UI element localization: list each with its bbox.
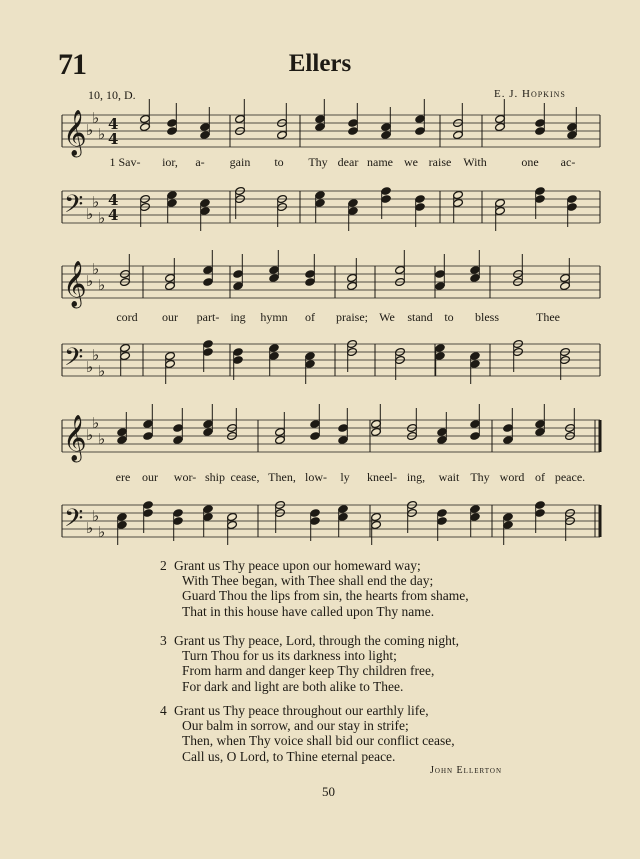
quarter-note <box>415 126 426 135</box>
lyric-syllable: ly <box>340 470 350 484</box>
lyric-syllable: ior, <box>162 155 178 169</box>
quarter-note <box>173 423 184 432</box>
lyric-syllable: Thy <box>470 470 490 484</box>
quarter-note <box>269 343 280 352</box>
lyric-syllable: With <box>463 155 487 169</box>
quarter-note <box>437 516 448 525</box>
quarter-note <box>167 190 178 199</box>
treble-clef: 𝄞 <box>63 110 87 156</box>
quarter-note <box>348 118 359 127</box>
half-note <box>453 130 464 139</box>
flat-sign: ♭ <box>98 523 106 541</box>
half-note <box>235 114 246 123</box>
page-number: 50 <box>322 784 335 799</box>
quarter-note <box>203 512 214 521</box>
quarter-note <box>470 273 481 282</box>
half-note <box>165 351 176 360</box>
half-note <box>371 427 382 436</box>
lyric-syllable: ere <box>115 470 131 484</box>
quarter-note <box>233 347 244 356</box>
quarter-note <box>315 122 326 131</box>
lyric-syllable: ing <box>230 310 246 324</box>
verse-line: Our balm in sorrow, and our stay in strife; <box>182 718 409 734</box>
flat-sign: ♭ <box>92 193 100 211</box>
verse-line: That in this house have called upon Thy name. <box>182 603 435 619</box>
flat-sign: ♭ <box>92 346 100 364</box>
verse-4 <box>160 703 528 764</box>
quarter-note <box>203 265 214 274</box>
quarter-note <box>535 118 546 127</box>
quarter-note <box>348 198 359 207</box>
quarter-note <box>233 269 244 278</box>
quarter-note <box>269 265 280 274</box>
quarter-note <box>503 435 514 444</box>
quarter-note <box>200 130 211 139</box>
quarter-note <box>415 202 426 211</box>
quarter-note <box>143 419 154 428</box>
lyric-syllable: Thee <box>536 310 560 324</box>
lyric-syllable: ing, <box>406 470 426 484</box>
bass-clef: 𝄢 <box>64 190 84 225</box>
lyric-syllable: Thy <box>308 155 328 169</box>
quarter-note <box>567 122 578 131</box>
lyric-syllable: kneel- <box>367 470 397 484</box>
quarter-note <box>348 206 359 215</box>
quarter-note <box>117 435 128 444</box>
lyric-syllable: we <box>404 155 418 169</box>
lyric-syllable: of <box>305 310 315 324</box>
verse-line: Guard Thou the lips from sin, the hearts from shame, <box>182 588 469 604</box>
quarter-note <box>567 202 578 211</box>
half-note <box>395 265 406 274</box>
half-note <box>275 435 286 444</box>
quarter-note <box>535 427 546 436</box>
verse-line: For dark and light are both alike to Thee. <box>182 678 404 694</box>
quarter-note <box>470 351 481 360</box>
half-note <box>227 512 238 521</box>
meter-label: 10, 10, D. <box>88 88 136 102</box>
verse-number: 4 <box>160 703 167 718</box>
quarter-note <box>315 114 326 123</box>
quarter-note <box>143 508 154 517</box>
flat-sign: ♭ <box>92 507 100 525</box>
half-note <box>165 359 176 368</box>
verse-line: From harm and danger keep Thy children free, <box>182 663 435 679</box>
quarter-note <box>535 194 546 203</box>
lyric-syllable: dear <box>337 155 359 169</box>
verse-2 <box>160 558 528 619</box>
half-note <box>453 198 464 207</box>
lyric-syllable: to <box>274 155 284 169</box>
quarter-note <box>381 130 392 139</box>
quarter-note <box>415 194 426 203</box>
lyric-syllable: cease, <box>230 470 260 484</box>
treble-clef: 𝄞 <box>63 415 87 461</box>
half-note <box>165 281 176 290</box>
quarter-note <box>269 273 280 282</box>
quarter-note <box>338 423 349 432</box>
half-note <box>371 520 382 529</box>
composer-name: E. J. Hopkins <box>494 88 566 100</box>
lyric-syllable: one <box>521 155 539 169</box>
quarter-note <box>233 355 244 364</box>
lyric-syllable: low- <box>305 470 327 484</box>
quarter-note <box>143 500 154 509</box>
verse-line: Grant us Thy peace upon our homeward way; <box>174 558 421 573</box>
quarter-note <box>503 520 514 529</box>
quarter-note <box>435 269 446 278</box>
flat-sign: ♭ <box>86 519 94 537</box>
quarter-note <box>535 186 546 195</box>
half-note <box>347 273 358 282</box>
half-note <box>371 512 382 521</box>
quarter-note <box>470 504 481 513</box>
quarter-note <box>315 198 326 207</box>
quarter-note <box>305 277 316 286</box>
quarter-note <box>381 122 392 131</box>
time-signature: 4 <box>108 191 119 209</box>
treble-clef: 𝄞 <box>63 261 87 307</box>
half-note <box>495 198 506 207</box>
quarter-note <box>348 126 359 135</box>
quarter-note <box>470 419 481 428</box>
quarter-note <box>567 194 578 203</box>
lyric-syllable: ac- <box>560 155 576 169</box>
quarter-note <box>315 190 326 199</box>
quarter-note <box>415 114 426 123</box>
quarter-note <box>203 339 214 348</box>
lyric-syllable: 1 Sav- <box>109 155 141 169</box>
quarter-note <box>338 504 349 513</box>
half-note <box>227 520 238 529</box>
quarter-note <box>117 427 128 436</box>
half-note <box>495 206 506 215</box>
quarter-note <box>203 347 214 356</box>
half-note <box>120 351 131 360</box>
lyric-syllable: We <box>379 310 395 324</box>
lyric-syllable: raise <box>428 155 452 169</box>
quarter-note <box>437 427 448 436</box>
quarter-note <box>503 512 514 521</box>
half-note <box>560 273 571 282</box>
lyric-syllable: of <box>535 470 545 484</box>
lyric-syllable: praise; <box>336 310 368 324</box>
verse-line: Then, when Thy voice shall bid our conflict cease, <box>182 733 455 749</box>
quarter-note <box>470 431 481 440</box>
flat-sign: ♭ <box>98 430 106 448</box>
hymn-number: 71 <box>58 48 86 81</box>
quarter-note <box>167 198 178 207</box>
half-note <box>347 281 358 290</box>
lyric-syllable: to <box>444 310 454 324</box>
flat-sign: ♭ <box>98 209 106 227</box>
quarter-note <box>173 435 184 444</box>
half-note <box>560 281 571 290</box>
quarter-note <box>437 435 448 444</box>
quarter-note <box>173 516 184 525</box>
quarter-note <box>535 500 546 509</box>
quarter-note <box>305 359 316 368</box>
quarter-note <box>200 206 211 215</box>
quarter-note <box>117 512 128 521</box>
verse-line: With Thee began, with Thee shall end the day; <box>182 573 434 589</box>
half-note <box>371 419 382 428</box>
quarter-note <box>167 118 178 127</box>
flat-sign: ♭ <box>86 358 94 376</box>
lyric-syllable: wor- <box>173 470 197 484</box>
lyric-syllable: wait <box>438 470 460 484</box>
half-note <box>495 114 506 123</box>
quarter-note <box>310 516 321 525</box>
flat-sign: ♭ <box>86 426 94 444</box>
verse-3 <box>160 633 528 694</box>
bass-clef: 𝄢 <box>64 343 84 378</box>
lyric-syllable: stand <box>407 310 433 324</box>
quarter-note <box>435 281 446 290</box>
quarter-note <box>173 508 184 517</box>
flat-sign: ♭ <box>92 109 100 127</box>
quarter-note <box>470 265 481 274</box>
quarter-note <box>381 186 392 195</box>
flat-sign: ♭ <box>86 272 94 290</box>
verse-line: Grant us Thy peace throughout our earthly life, <box>174 703 429 718</box>
lyric-syllable: hymn <box>260 310 288 324</box>
quarter-note <box>203 504 214 513</box>
quarter-note <box>310 508 321 517</box>
flat-sign: ♭ <box>98 362 106 380</box>
lyric-syllable: cord <box>116 310 138 324</box>
quarter-note <box>117 520 128 529</box>
quarter-note <box>203 419 214 428</box>
quarter-note <box>535 419 546 428</box>
quarter-note <box>435 343 446 352</box>
half-note <box>140 122 151 131</box>
flat-sign: ♭ <box>98 125 106 143</box>
lyric-syllable: word <box>499 470 525 484</box>
quarter-note <box>470 512 481 521</box>
verse-number: 3 <box>160 633 167 648</box>
quarter-note <box>535 126 546 135</box>
half-note <box>275 427 286 436</box>
lyric-syllable: name <box>367 155 393 169</box>
flat-sign: ♭ <box>92 414 100 432</box>
half-note <box>495 122 506 131</box>
quarter-note <box>200 198 211 207</box>
quarter-note <box>203 427 214 436</box>
time-signature: 4 <box>108 130 119 148</box>
verse-number: 2 <box>160 558 167 573</box>
quarter-note <box>310 419 321 428</box>
quarter-note <box>435 351 446 360</box>
bass-clef: 𝄢 <box>64 504 84 539</box>
author-name: John Ellerton <box>430 765 503 776</box>
flat-sign: ♭ <box>92 260 100 278</box>
flat-sign: ♭ <box>86 121 94 139</box>
lyric-syllable: gain <box>229 155 251 169</box>
quarter-note <box>470 359 481 368</box>
half-note <box>120 343 131 352</box>
quarter-note <box>381 194 392 203</box>
quarter-note <box>338 435 349 444</box>
hymn-title: Ellers <box>288 50 352 77</box>
half-note <box>140 114 151 123</box>
time-signature: 4 <box>108 115 119 133</box>
quarter-note <box>305 351 316 360</box>
verse-line: Turn Thou for us its darkness into light; <box>182 648 397 664</box>
lyric-syllable: Then, <box>268 470 296 484</box>
lyric-syllable: bless <box>475 310 499 324</box>
half-note <box>277 130 288 139</box>
lyric-syllable: part- <box>196 310 220 324</box>
quarter-note <box>143 431 154 440</box>
lyric-syllable: a- <box>195 155 205 169</box>
verse-line: Call us, O Lord, to Thine eternal peace. <box>182 748 396 764</box>
quarter-note <box>310 431 321 440</box>
lyric-syllable: ship <box>204 470 226 484</box>
lyric-syllable: peace. <box>554 470 586 484</box>
quarter-note <box>200 122 211 131</box>
half-note <box>165 273 176 282</box>
quarter-note <box>503 423 514 432</box>
lyric-syllable: our <box>162 310 178 324</box>
quarter-note <box>203 277 214 286</box>
half-note <box>453 190 464 199</box>
quarter-note <box>535 508 546 517</box>
quarter-note <box>305 269 316 278</box>
quarter-note <box>437 508 448 517</box>
quarter-note <box>233 281 244 290</box>
flat-sign: ♭ <box>98 276 106 294</box>
quarter-note <box>167 126 178 135</box>
lyric-syllable: our <box>142 470 158 484</box>
time-signature: 4 <box>108 206 119 224</box>
flat-sign: ♭ <box>86 205 94 223</box>
quarter-note <box>269 351 280 360</box>
quarter-note <box>567 130 578 139</box>
verse-line: Grant us Thy peace, Lord, through the coming night, <box>174 633 460 648</box>
quarter-note <box>338 512 349 521</box>
